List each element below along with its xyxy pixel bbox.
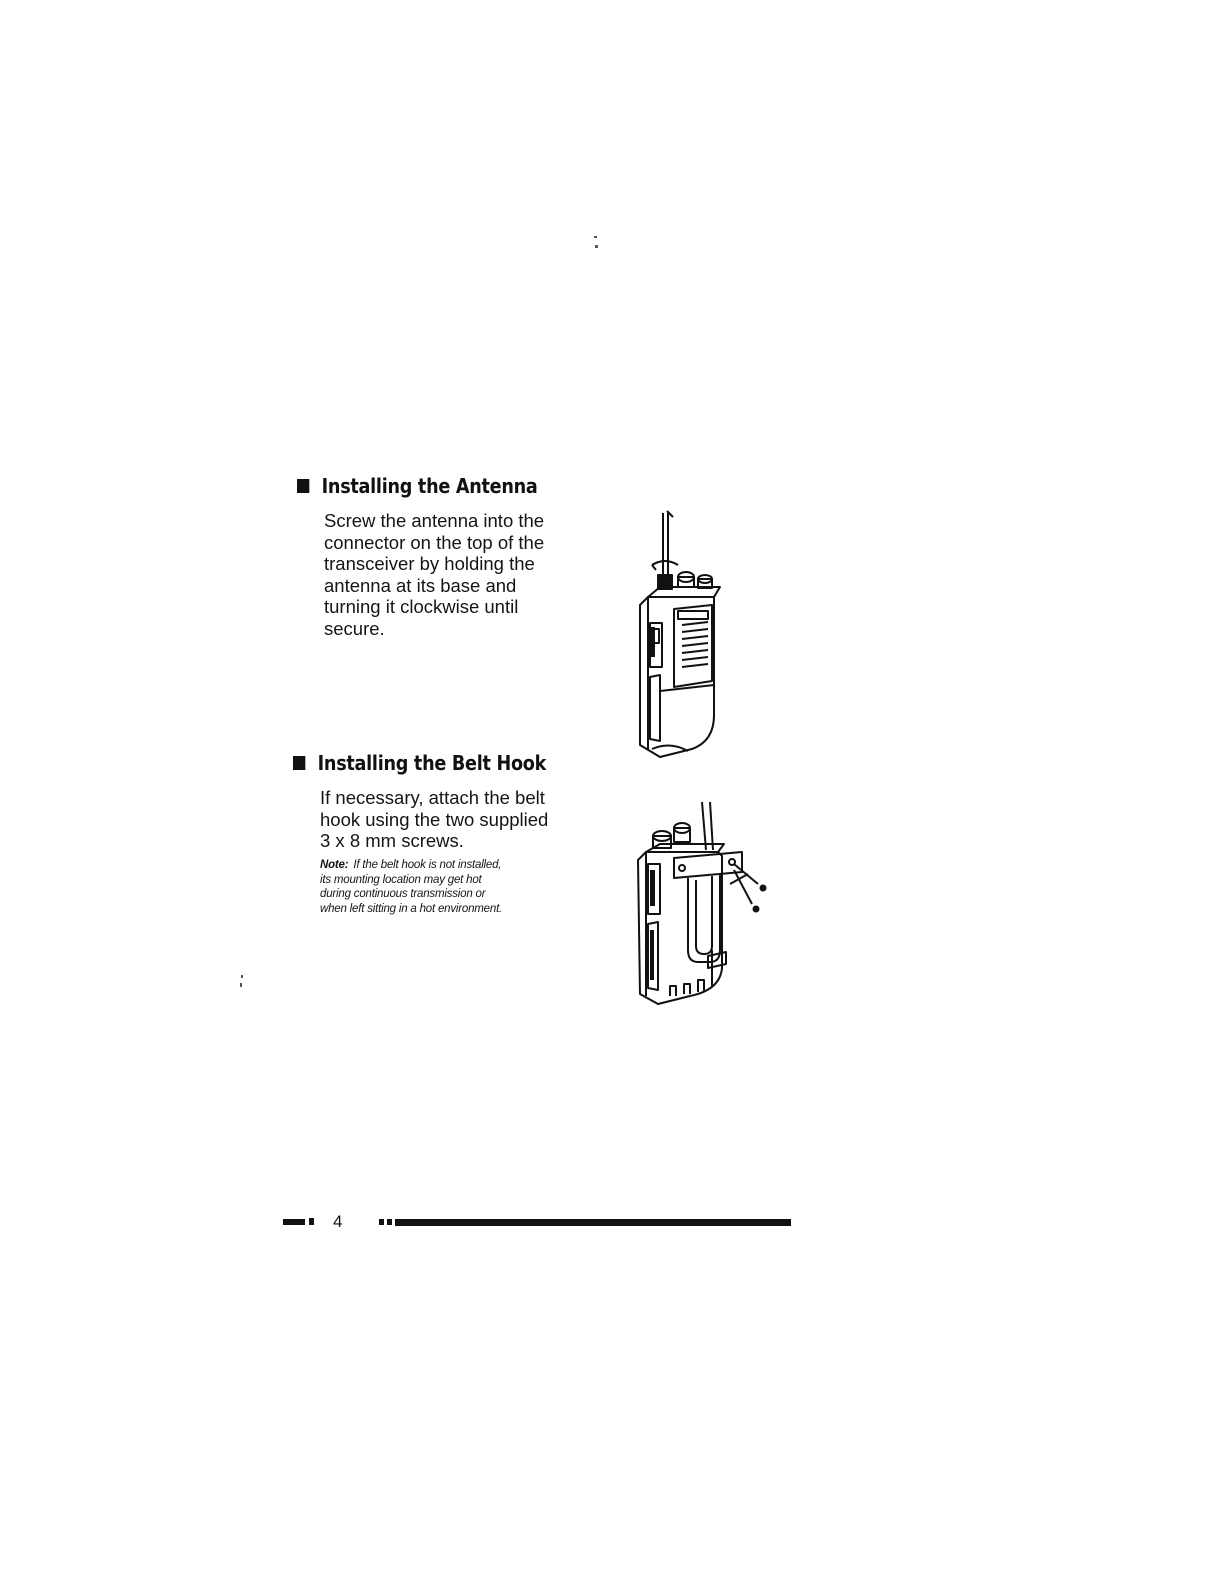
note-line: when left sitting in a hot environment.: [320, 902, 503, 915]
belt-hook-note: [320, 858, 502, 916]
text-line: 3 x 8 mm screws.: [320, 830, 464, 851]
footer-mark-bar: [283, 1219, 305, 1225]
note-line: [320, 858, 502, 873]
antenna-instructions: [324, 510, 544, 639]
text-line: connector on the top of the: [324, 531, 545, 553]
section-heading-antenna: [297, 474, 537, 498]
text-line: antenna at its base and: [324, 574, 517, 596]
section-heading-belt-hook: [293, 751, 546, 775]
note-line: its mounting location may get hot: [320, 873, 482, 886]
footer-mark-dot: [309, 1218, 314, 1225]
page-number: 4: [333, 1212, 343, 1231]
heading-text: Installing the Belt Hook: [317, 751, 547, 775]
transceiver-antenna-illustration: [630, 505, 740, 760]
note-line: during continuous transmission or: [320, 888, 486, 900]
text-line: turning it clockwise until: [324, 596, 519, 617]
square-bullet-icon: [293, 756, 305, 770]
scan-speck: [240, 983, 242, 987]
belt-hook-instructions: [320, 787, 548, 852]
text-line: secure.: [324, 617, 385, 639]
square-bullet-icon: [297, 479, 309, 493]
scan-speck: [241, 975, 243, 978]
scan-speck: [595, 245, 598, 248]
footer-rule: [395, 1219, 791, 1226]
text-line: If necessary, attach the belt: [320, 787, 545, 808]
text-line: transceiver by holding the: [324, 553, 535, 574]
transceiver-belt-hook-illustration: [630, 800, 790, 1015]
footer-mark-dot: [379, 1219, 384, 1225]
page-footer: [283, 1212, 791, 1236]
heading-text: Installing the Antenna: [321, 474, 538, 498]
text-line: Screw the antenna into the: [324, 510, 545, 531]
note-label: Note:: [320, 859, 349, 871]
note-text: If the belt hook is not installed,: [353, 859, 502, 871]
text-line: hook using the two supplied: [320, 808, 549, 830]
footer-mark-dot: [387, 1219, 392, 1225]
scan-speck: [594, 236, 597, 238]
